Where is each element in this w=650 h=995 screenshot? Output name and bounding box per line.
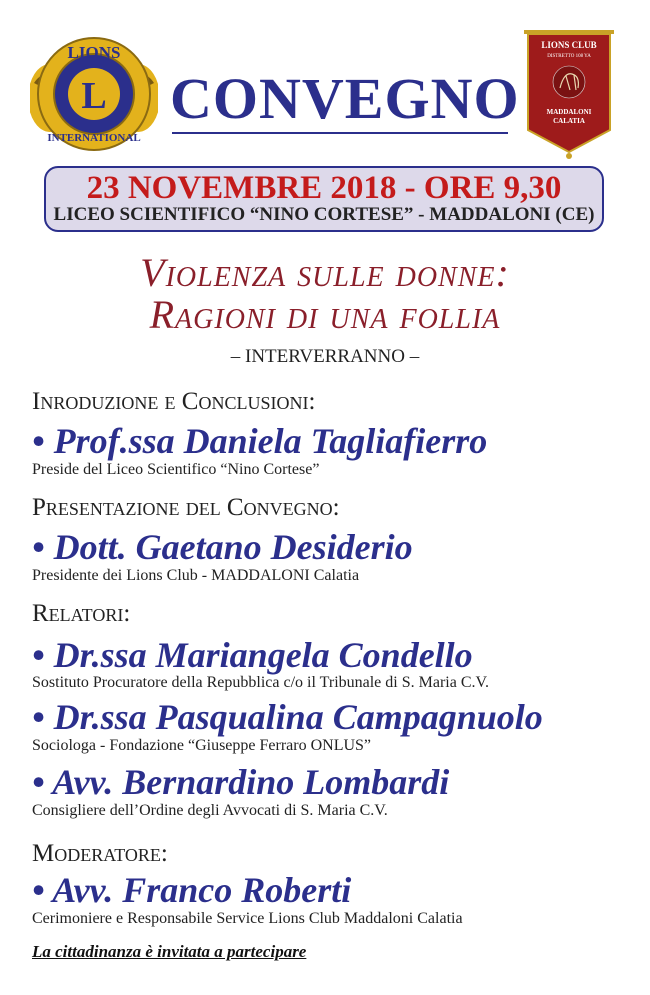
section-heading-moderator: Moderatore: bbox=[32, 840, 168, 867]
title-underline bbox=[172, 132, 508, 134]
speaker-name-lombardi: • Avv. Bernardino Lombardi bbox=[32, 762, 450, 802]
speaker-role-desiderio: Presidente dei Lions Club - MADDALONI Calatia bbox=[32, 567, 360, 584]
speaker-role-tagliafierro: Preside del Liceo Scientifico “Nino Cortese” bbox=[32, 461, 320, 478]
event-date-time: 23 NOVEMBRE 2018 - ORE 9,30 bbox=[86, 170, 562, 206]
lions-club-banner bbox=[524, 30, 614, 160]
section-heading-introduction: Inroduzione e Conclusioni: bbox=[32, 388, 316, 415]
speaker-role-condello: Sostituto Procuratore della Repubblica c/o il Tribunale di S. Maria C.V. bbox=[32, 674, 489, 691]
banner-name-line1: MADDALONI bbox=[546, 108, 592, 116]
banner-name-line2: CALATIA bbox=[553, 117, 585, 125]
speaker-name-tagliafierro: • Prof.ssa Daniela Tagliafierro bbox=[32, 421, 488, 461]
speaker-name-roberti: • Avv. Franco Roberti bbox=[32, 870, 352, 910]
speaker-name-condello: • Dr.ssa Mariangela Condello bbox=[32, 635, 473, 675]
speakers-header: – INTERVERRANNO – bbox=[230, 346, 420, 367]
banner-emblem-icon bbox=[553, 66, 585, 98]
event-venue: LICEO SCIENTIFICO “NINO CORTESE” - MADDALONI (CE) bbox=[53, 204, 595, 225]
footer-invitation: La cittadinanza è invitata a partecipare bbox=[32, 942, 307, 961]
section-heading-presentation: Presentazione del Convegno: bbox=[32, 494, 340, 521]
theme-line-1: Violenza sulle donne: bbox=[140, 250, 510, 295]
logo-letter: L bbox=[81, 75, 107, 117]
lions-international-logo bbox=[30, 28, 158, 160]
logo-bottom-text: INTERNATIONAL bbox=[47, 132, 141, 144]
logo-top-text: LIONS bbox=[67, 43, 121, 62]
speaker-role-campagnuolo: Sociologa - Fondazione “Giuseppe Ferraro ONLUS” bbox=[32, 737, 372, 754]
banner-tassel-icon bbox=[566, 153, 572, 159]
banner-subtitle: DISTRETTO 108 YA bbox=[547, 54, 591, 59]
speaker-role-roberti: Cerimoniere e Responsabile Service Lions Club Maddaloni Calatia bbox=[32, 910, 463, 927]
speaker-name-campagnuolo: • Dr.ssa Pasqualina Campagnuolo bbox=[32, 697, 543, 737]
speaker-role-lombardi: Consigliere dell’Ordine degli Avvocati di S. Maria C.V. bbox=[32, 802, 388, 819]
banner-title: LIONS CLUB bbox=[541, 40, 597, 50]
speaker-name-desiderio: • Dott. Gaetano Desiderio bbox=[32, 527, 413, 567]
section-heading-speakers: Relatori: bbox=[32, 600, 131, 627]
theme-line-2: Ragioni di una follia bbox=[149, 292, 501, 337]
page-title: CONVEGNO bbox=[170, 66, 520, 131]
